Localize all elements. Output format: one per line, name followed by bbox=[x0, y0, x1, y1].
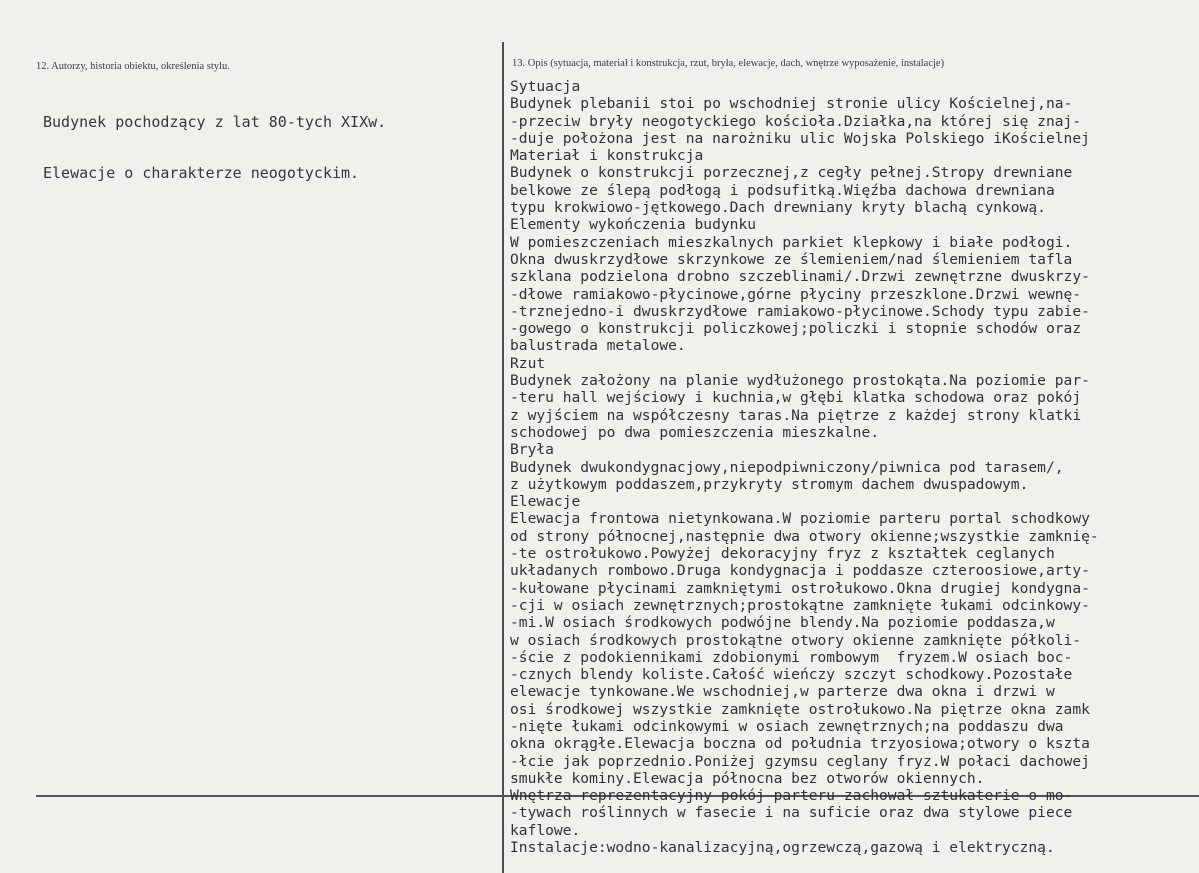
section-13-line: Elewacje bbox=[510, 493, 581, 511]
section-13-line: Elementy wykończenia budynku bbox=[510, 216, 757, 234]
section-13-line: w osiach środkowych prostokątne otwory okienne zamknięte półkoli- bbox=[510, 631, 1082, 649]
section-13-line: Sytuacja bbox=[510, 78, 581, 95]
section-13-line: -przeciw bryły neogotyckiego kościoła.Działka,na której się znaj- bbox=[510, 112, 1082, 130]
section-13-line: -tywach roślinnych w fasecie i na suficie oraz dwa stylowe piece bbox=[510, 804, 1073, 822]
section-13-line: -duje położona jest na narożniku ulic Wojska Polskiego iKościelnej bbox=[510, 129, 1090, 147]
section-13-line: Budynek założony na planie wydłużonego prostokąta.Na poziomie par- bbox=[510, 372, 1090, 390]
section-13-line: układanych rombowo.Druga kondygnacja i poddasze czteroosiowe,arty- bbox=[510, 562, 1090, 580]
section-13-line: Budynek plebanii stoi po wschodniej stronie ulicy Kościelnej,na- bbox=[510, 95, 1073, 113]
section-13-line: kaflowe. bbox=[510, 821, 581, 839]
section-13-line: -dłowe ramiakowo-płycinowe,górne płyciny przeszklone.Drzwi wewnę- bbox=[510, 285, 1082, 303]
section-13-line: Materiał i konstrukcja bbox=[510, 147, 704, 165]
section-13-line: -nięte łukami odcinkowymi w osiach zewnętrznych;na poddaszu dwa bbox=[510, 717, 1064, 735]
section-13-line: -trznejedno-i dwuskrzydłowe ramiakowo-płycinowe.Schody typu zabie- bbox=[510, 302, 1090, 320]
section-13-line: z użytkowym poddaszem,przykryty stromym dachem dwuspadowym. bbox=[510, 475, 1029, 493]
section-13-line: -ście z podokiennikami zdobionymi rombowym fryzem.W osiach boc- bbox=[510, 648, 1073, 666]
section-13-line: W pomieszczeniach mieszkalnych parkiet klepkowy i białe podłogi. bbox=[510, 233, 1073, 251]
section-13-line: typu krokwiowo-jętkowego.Dach drewniany kryty blachą cynkową. bbox=[510, 199, 1046, 217]
section-13-line: osi środkowej wszystkie zamknięte ostrołukowo.Na piętrze okna zamk bbox=[510, 700, 1090, 718]
section-13-line: szklana podzielona drobno szczeblinami/.Drzwi zewnętrzne dwuskrzy- bbox=[510, 268, 1090, 286]
section-13-line: od strony północnej,następnie dwa otwory okienne;wszystkie zamknię- bbox=[510, 527, 1099, 545]
column-divider bbox=[502, 42, 504, 873]
section-13-line: Instalacje:wodno-kanalizacyjną,ogrzewczą,gazową i elektryczną. bbox=[510, 839, 1055, 857]
section-13-line: okna okrągłe.Elewacja boczna od południa trzyosiowa;otwory o kszta bbox=[510, 735, 1090, 753]
section-12-line: Elewacje o charakterze neogotyckim. bbox=[43, 164, 360, 183]
section-13-line: -te ostrołukowo.Powyżej dekoracyjny fryz z kształtek ceglanych bbox=[510, 545, 1055, 563]
section-13-line: Okna dwuskrzydłowe skrzynkowe ze ślemieniem/nad ślemieniem tafla bbox=[510, 250, 1073, 268]
section-13-line: -cznych blendy koliste.Całość wieńczy szczyt schodkowy.Pozostałe bbox=[510, 666, 1073, 684]
section-12-line: Budynek pochodzący z lat 80-tych XIXw. bbox=[43, 113, 387, 131]
section-13-line: belkowe ze ślepą podłogą i podsufitką.Więźba dachowa drewniana bbox=[510, 181, 1055, 199]
section-13-line: -mi.W osiach środkowych podwójne blendy.Na poziomie poddasza,w bbox=[510, 614, 1055, 632]
section-13-line: Rzut bbox=[510, 354, 546, 372]
section-13-line: smukłe kominy.Elewacja północna bez otworów okiennych. bbox=[510, 769, 985, 787]
section-13-line: -łcie jak poprzednio.Poniżej gzymsu ceglany fryz.W połaci dachowej bbox=[510, 752, 1090, 770]
section-13-line: Elewacja frontowa nietynkowana.W poziomie parteru portal schodkowy bbox=[510, 510, 1090, 528]
section-13-line: schodowej po dwa pomieszczenia mieszkalne. bbox=[510, 423, 880, 441]
section-13-body bbox=[510, 78, 1099, 856]
section-13-header: 13. Opis (sytuacja, materiał i konstrukcja, rzut, bryła, elewacje, dach, wnętrze wyposażenie, instalacje) bbox=[512, 58, 945, 69]
section-13-line: z wyjściem na współczesny taras.Na piętrze z każdej strony klatki bbox=[510, 406, 1082, 424]
section-13-line: -teru hall wejściowy i kuchnia,w głębi klatka schodowa oraz pokój bbox=[510, 389, 1082, 407]
section-13-line: Wnętrza reprezentacyjny pokój parteru zachował sztukaterie o mo- bbox=[510, 787, 1073, 805]
section-13-line: -gowego o konstrukcji policzkowej;policzki i stopnie schodów oraz bbox=[510, 320, 1082, 338]
section-13-line: elewacje tynkowane.We wschodniej,w parterze dwa okna i drzwi w bbox=[510, 683, 1055, 701]
section-12-body bbox=[43, 80, 386, 217]
section-13-line: -cji w osiach zewnętrznych;prostokątne zamknięte łukami odcinkowy- bbox=[510, 596, 1090, 614]
section-13-line: balustrada metalowe. bbox=[510, 337, 686, 355]
section-13-line: Bryła bbox=[510, 441, 554, 459]
section-13-line: Budynek o konstrukcji porzecznej,z cegły pełnej.Stropy drewniane bbox=[510, 164, 1073, 182]
section-12-header: 12. Autorzy, historia obiektu, określenia stylu. bbox=[36, 61, 230, 72]
section-13-line: -kułowane płycinami zamkniętymi ostrołukowo.Okna drugiej kondygna- bbox=[510, 579, 1090, 597]
section-13-line: Budynek dwukondygnacjowy,niepodpiwniczony/piwnica pod tarasem/, bbox=[510, 458, 1064, 476]
